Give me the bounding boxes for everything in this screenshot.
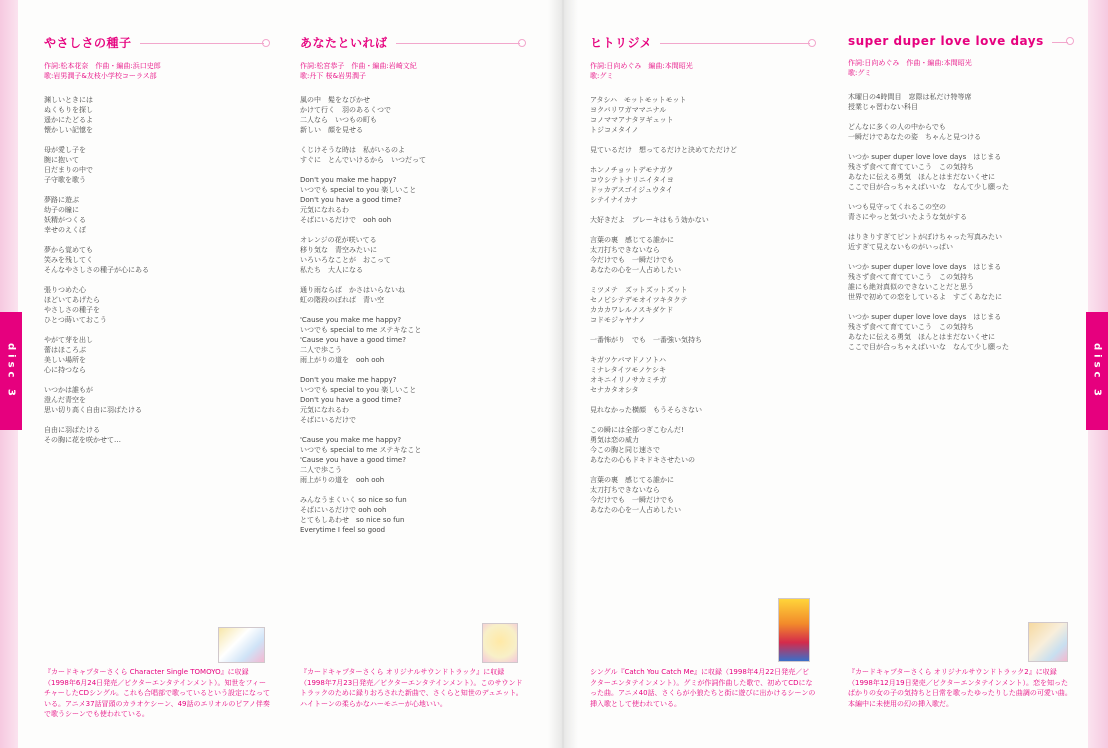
lyric-line: 残さず食べて育てていこう この気持ち	[848, 163, 974, 171]
lyric-line: 一番怖がり でも 一番強い気持ち	[590, 336, 702, 344]
song-credits	[590, 61, 816, 81]
lyric-stanza	[590, 215, 816, 225]
lyric-stanza	[590, 425, 816, 465]
lyric-stanza	[300, 375, 526, 425]
lyric-line: 思い切り高く自由に羽ばたける	[44, 406, 142, 414]
song-title	[300, 34, 526, 51]
lyric-line: 今この胸と同じ速さで	[590, 446, 660, 454]
song-title	[44, 34, 270, 51]
lyric-line: オレンジの花が咲いてる	[300, 236, 377, 244]
song-column	[590, 34, 816, 525]
lyric-line: 移り気な 青空みたいに	[300, 246, 377, 254]
lyric-line: 心に持つなら	[44, 366, 86, 374]
lyric-stanza	[300, 495, 526, 535]
song-note: 『カードキャプターさくら オリジナルサウンドトラック2』に収録（1998年12月19日発売／ビクターエンタテインメント）。恋を知ったばかりの女の子の気持ちと日常を歌ったゆったりした曲調の可愛い曲。本編中に未使用の幻の挿入歌だ。	[848, 668, 1072, 708]
lyric-line: トジコメタイノ	[590, 126, 639, 134]
lyric-line: 世界で初めての恋をしているよ すごくあなたに	[848, 293, 1002, 301]
lyric-line: いつか super duper love love days はじまる	[848, 263, 1002, 271]
song-title	[848, 34, 1074, 48]
lyric-line: ほどいてあげたら	[44, 296, 100, 304]
lyric-line: 蕾はほころぶ	[44, 346, 86, 354]
lyric-line: カカカワレルノスキダケド	[590, 306, 674, 314]
lyric-line: 今だけでも 一瞬だけでも	[590, 256, 674, 264]
lyric-stanza	[848, 92, 1074, 112]
lyric-line: あなたに伝える勇気 ほんとはまだないくせに	[848, 173, 995, 181]
lyrics	[44, 95, 270, 445]
lyric-line: あなたの心を一人占めしたい	[590, 506, 681, 514]
lyric-stanza	[300, 315, 526, 365]
lyric-line: ドッカデスゴイジュウタイ	[590, 186, 673, 194]
lyric-line: いつでも special to me ステキなこと	[300, 326, 422, 334]
book-gutter	[548, 0, 578, 748]
lyric-line: 見れなかった横顔 もうそらさない	[590, 406, 702, 414]
disc-tab-left: disc 3	[0, 312, 22, 430]
song-title-text: ヒトリジメ	[590, 36, 653, 50]
lyric-line: ミツメテ ズットズットズット	[590, 286, 688, 294]
lyric-line: 太刀打ちできないなら	[590, 246, 660, 254]
cd-cover-image	[218, 627, 265, 663]
lyric-line: 澄んだ青空を	[44, 396, 86, 404]
lyric-line: キガツケバマドノソトハ	[590, 356, 666, 364]
lyric-line: 遥かにたどるよ	[44, 116, 93, 124]
lyric-line: とてもしあわせ so nice so fun	[300, 516, 405, 524]
credit-line: 歌:グミ	[848, 69, 872, 77]
lyric-stanza	[44, 385, 270, 415]
title-rule	[396, 43, 520, 44]
lyric-line: 大好きだよ ブレーキはもう効かない	[590, 216, 709, 224]
lyric-line: 幸せのえくぼ	[44, 226, 86, 234]
lyric-stanza	[300, 435, 526, 485]
lyric-line: あなたの心もドキドキさせたいの	[590, 456, 695, 464]
lyric-line: 風の中 髪をなびかせ	[300, 96, 370, 104]
lyric-line: 'Cause you make me happy?	[300, 436, 402, 444]
lyric-line: 元気になれるわ	[300, 406, 349, 414]
lyric-line: 腕に抱いて	[44, 156, 79, 164]
lyric-line: どんなに多くの人の中からでも	[848, 123, 946, 131]
lyric-line: Don't you have a good time?	[300, 396, 402, 404]
lyric-line: 張りつめた心	[44, 286, 86, 294]
lyric-line: 言葉の裏 感じてる誰かに	[590, 476, 674, 484]
credit-line: 作詞:日向めぐみ 作曲・編曲:本間昭光	[848, 59, 972, 67]
lyric-line: 二人で歩こう	[300, 466, 342, 474]
lyric-line: 新しい 顔を見せる	[300, 126, 363, 134]
lyric-line: Don't you have a good time?	[300, 196, 402, 204]
lyric-line: セナカタオシタ	[590, 386, 639, 394]
lyric-line: かけて行く 羽のあるくつで	[300, 106, 391, 114]
lyric-stanza	[590, 335, 816, 345]
lyric-line: 言葉の裏 感じてる誰かに	[590, 236, 674, 244]
lyric-line: 自由に羽ばたける	[44, 426, 100, 434]
lyric-line: いつでも special to me ステキなこと	[300, 446, 422, 454]
song-column	[300, 34, 526, 545]
lyric-line: ヨクバリワガママニナル	[590, 106, 667, 114]
lyric-line: あなたの心を一人占めしたい	[590, 266, 681, 274]
song-credits	[300, 61, 526, 81]
lyric-stanza	[44, 335, 270, 375]
song-column	[44, 34, 270, 455]
song-note: シングル『Catch You Catch Me』に収録（1998年4月22日発売／ビクターエンタテインメント）。グミが作詞作曲した歌で、初めてCDになった曲。アニメ40話、さくらが小狼たちと街に遊びに出かけるシーンの挿入歌として使われている。	[590, 668, 816, 708]
lyric-line: そんなやさしさの種子が心にある	[44, 266, 149, 274]
lyric-line: 'Cause you have a good time?	[300, 456, 406, 464]
lyric-stanza	[300, 285, 526, 305]
credit-line: 歌:グミ	[590, 72, 614, 80]
lyric-stanza	[44, 195, 270, 235]
lyric-line: 幼子の瞳に	[44, 206, 79, 214]
song-column	[848, 34, 1074, 362]
lyric-line: やさしさの種子を	[44, 306, 100, 314]
lyric-line: ひとつ蒔いておこう	[44, 316, 107, 324]
lyric-stanza	[848, 312, 1074, 352]
lyric-stanza	[590, 285, 816, 325]
lyrics	[848, 92, 1074, 352]
disc-tab-right: disc 3	[1086, 312, 1108, 430]
lyric-line: コドモジャヤナノ	[590, 316, 646, 324]
lyric-line: くじけそうな時は 私がいるのよ	[300, 146, 405, 154]
lyric-line: ここで目が合っちゃえばいいな なんて少し願った	[848, 343, 1009, 351]
lyric-line: 子守歌を歌う	[44, 176, 86, 184]
lyric-line: あなたに伝える勇気 ほんとはまだないくせに	[848, 333, 995, 341]
lyric-line: 誰にも絶対真似のできないことだと思う	[848, 283, 974, 291]
lyric-line: 残さず食べて育てていこう この気持ち	[848, 323, 974, 331]
lyric-line: 'Cause you make me happy?	[300, 316, 402, 324]
lyric-line: シテイナイカナ	[590, 196, 638, 204]
lyrics	[590, 95, 816, 515]
lyric-stanza	[44, 425, 270, 445]
lyric-line: 'Cause you have a good time?	[300, 336, 406, 344]
title-rule	[1052, 42, 1068, 43]
lyric-stanza	[848, 232, 1074, 252]
lyric-line: 雨上がりの道を ooh ooh	[300, 476, 385, 484]
lyric-line: 一瞬だけであなたの姿 ちゃんと見つける	[848, 133, 981, 141]
lyric-line: 日だまりの中で	[44, 166, 93, 174]
lyric-line: コノママアナタヲギュット	[590, 116, 674, 124]
lyric-line: 渊しいときには	[44, 96, 93, 104]
lyric-line: いつか super duper love love days はじまる	[848, 153, 1002, 161]
lyric-line: いつか super duper love love days はじまる	[848, 313, 1002, 321]
lyric-line: ぬくもりを探し	[44, 106, 93, 114]
lyric-line: 勇気は恋の威力	[590, 436, 639, 444]
lyric-line: はりきりすぎてピントがぼけちゃった写真みたい	[848, 233, 1002, 241]
lyric-stanza	[848, 262, 1074, 302]
lyric-line: そばにいるだけで	[300, 416, 356, 424]
lyric-line: 見ているだけ 想ってるだけと決めてただけど	[590, 146, 737, 154]
lyric-line: 二人なら いつもの町も	[300, 116, 377, 124]
song-note: 『カードキャプターさくら オリジナルサウンドトラック』に収録（1998年7月23日発売／ビクターエンタテインメント）。このサウンドトラックのために録りおろされた新曲で、さくらと知世のデュエット。ハイトーンの柔らかなハーモニーが心地いい。	[300, 668, 523, 708]
lyric-stanza	[590, 405, 816, 415]
song-credits	[848, 58, 1074, 78]
cd-cover-image	[482, 623, 518, 663]
lyric-stanza	[300, 145, 526, 165]
cd-cover-image	[1028, 622, 1068, 662]
lyric-line: Don't you make me happy?	[300, 176, 397, 184]
lyric-line: 夢路に遊ぶ	[44, 196, 79, 204]
song-title-text: あなたといれば	[300, 36, 388, 50]
lyric-line: やがて芽を出し	[44, 336, 93, 344]
lyric-stanza	[44, 245, 270, 275]
lyric-line: すぐに とんでいけるから いつだって	[300, 156, 426, 164]
song-credits	[44, 61, 270, 81]
lyric-line: 雨上がりの道を ooh ooh	[300, 356, 385, 364]
lyric-stanza	[590, 145, 816, 155]
credit-line: 歌:岩男潤子&友枝小学校コーラス部	[44, 72, 157, 80]
lyric-stanza	[44, 95, 270, 135]
lyric-line: 今だけでも 一瞬だけでも	[590, 496, 674, 504]
lyric-line: 美しい場所を	[44, 356, 86, 364]
credit-line: 作詞:松宮恭子 作曲・編曲:岩崎文紀	[300, 62, 417, 70]
lyric-line: いつかは誰もが	[44, 386, 93, 394]
lyric-line: 太刀打ちできないなら	[590, 486, 660, 494]
lyric-stanza	[848, 202, 1074, 222]
lyric-line: 残さず食べて育てていこう この気持ち	[848, 273, 974, 281]
lyric-line: 青さにやっと気づいたような気がする	[848, 213, 967, 221]
credit-line: 歌:丹下 桜&岩男潤子	[300, 72, 367, 80]
lyric-line: いろいろなことが おこって	[300, 256, 391, 264]
lyric-line: ホンノチョットデモナガク	[590, 166, 674, 174]
lyric-line: 木曜日の4時間目 窓際は私だけ特等席	[848, 93, 972, 101]
lyric-stanza	[300, 235, 526, 275]
lyric-stanza	[44, 145, 270, 185]
title-rule	[140, 43, 264, 44]
lyric-line: ミナレタイツモノケシキ	[590, 366, 667, 374]
credit-line: 作詞:松本花奈 作曲・編曲:浜口史郎	[44, 62, 161, 70]
lyric-line: セノビシテデモオイツキタクテ	[590, 296, 688, 304]
lyric-line: 二人で歩こう	[300, 346, 342, 354]
lyric-line: 母が愛し子を	[44, 146, 86, 154]
lyric-line: 元気になれるわ	[300, 206, 349, 214]
lyric-stanza	[590, 95, 816, 135]
title-rule	[660, 43, 810, 44]
lyric-line: アタシハ モットモットモット	[590, 96, 687, 104]
lyric-line: そばにいるだけで ooh ooh	[300, 506, 387, 514]
lyric-line: その胸に花を咲かせて…	[44, 436, 121, 444]
lyric-line: みんなうまくいく so nice so fun	[300, 496, 407, 504]
lyric-line: この瞬には全部つぎこむんだ!	[590, 426, 684, 434]
credit-line: 作詞:日向めぐみ 編曲:本間昭光	[590, 62, 693, 70]
lyric-stanza	[300, 175, 526, 225]
lyric-line: 笑みを残してく	[44, 256, 93, 264]
lyric-stanza	[590, 235, 816, 275]
lyric-line: 私たち 大人になる	[300, 266, 363, 274]
lyric-line: いつでも special to you 楽しいこと	[300, 186, 417, 194]
lyric-line: いつでも special to you 楽しいこと	[300, 386, 417, 394]
lyric-stanza	[590, 165, 816, 205]
lyric-line: オキニイリノサカミチガ	[590, 376, 667, 384]
lyric-line: 虹の階段のぼれば 青い空	[300, 296, 384, 304]
lyric-line: 授業じゃ習わない科目	[848, 103, 918, 111]
lyric-stanza	[44, 285, 270, 325]
lyric-line: ここで目が合っちゃえばいいな なんて少し願った	[848, 183, 1009, 191]
lyric-line: いつも見守ってくれるこの空の	[848, 203, 946, 211]
lyric-line: 妖精がつくる	[44, 216, 86, 224]
lyric-stanza	[590, 475, 816, 515]
lyric-line: 懐かしい記憶を	[44, 126, 93, 134]
song-note: 『カードキャプターさくら Character Single TOMOYO』に収録（1998年6月24日発売／ビクターエンタテインメント）。知世をフィーチャーしたCDシングル。これも合唱部で歌っているという設定になっている。アニメ37話冒頭のカラオケシーン、49話のエリオルのピアノ伴奏で歌うシーンでも使われている。	[44, 668, 270, 718]
lyric-stanza	[848, 152, 1074, 192]
lyric-stanza	[590, 355, 816, 395]
lyric-line: Everytime I feel so good	[300, 526, 386, 534]
song-title-text: やさしさの種子	[44, 36, 132, 50]
lyric-line: 近すぎて見えないものがいっぱい	[848, 243, 953, 251]
cd-cover-image	[778, 598, 810, 662]
lyrics	[300, 95, 526, 535]
lyric-stanza	[300, 95, 526, 135]
lyric-line: Don't you make me happy?	[300, 376, 397, 384]
lyric-stanza	[848, 122, 1074, 142]
lyric-line: コウシテトナリニイタイヨ	[590, 176, 674, 184]
song-title-text: super duper love love days	[848, 34, 1044, 48]
lyric-line: そばにいるだけで ooh ooh	[300, 216, 392, 224]
song-title	[590, 34, 816, 51]
lyric-line: 通り雨ならば かさはいらないね	[300, 286, 405, 294]
lyric-line: 夢から覚めても	[44, 246, 93, 254]
